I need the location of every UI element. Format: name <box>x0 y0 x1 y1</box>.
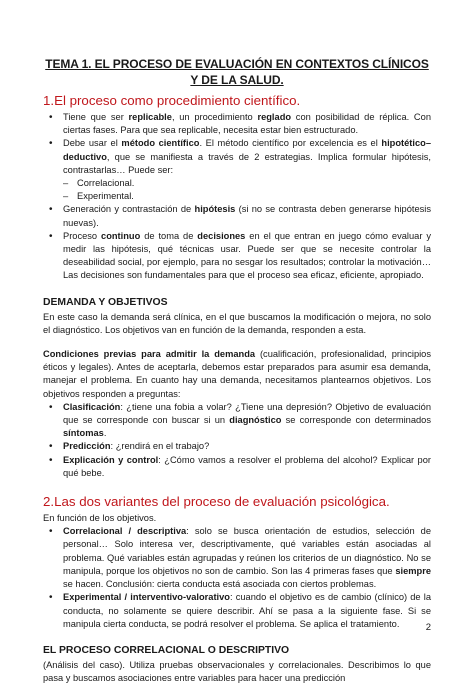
demanda-paragraph: En este caso la demanda será clínica, en el que buscamos la modificación o mejora, no solo el diagnóstico. Los objetivos van en función de la demanda, responden a esta. <box>43 311 431 335</box>
list-item: • Debe usar el método científico. El método científico por excelencia es el hipotético–deductivo, que se manifiesta a través de 2 estrategias. Implica formular hipótesis, contrastarlas… Puede ser: <box>43 137 431 177</box>
demanda-heading: DEMANDA Y OBJETIVOS <box>43 296 168 308</box>
questions-list <box>43 401 431 480</box>
list-item: • Proceso continuo de toma de decisiones en el que entran en juego cómo evaluar y medir las hipótesis, qué técnicas usar. Puede ser que se necesite controlar la deseabilidad social, por ejemplo, para no sesgar los resultados; controlar la motivación… Las decisiones son fundamentales para que el proceso sea eficaz, eficiente, apropiado. <box>43 230 431 283</box>
correlational-paragraph: (Análisis del caso). Utiliza pruebas observacionales y correlacionales. Describimos lo que pasa y buscamos asociaciones entre variables para hacer una predicción <box>43 659 431 684</box>
list-item: • Experimental / interventivo-valorativo: cuando el objetivo es de cambio (clínico) de la conducta, no solamente se quiere describir. Ahí se pasa a la siguiente fase. Si se manipula cierta conducta, se podrá resolver el problema. Se aplica el tratamiento. <box>43 591 431 631</box>
conditions-paragraph: Condiciones previas para admitir la demanda (cualificación, profesionalidad, principios éticos y legales). Antes de aceptarla, debemos estar preparados para asumir esa demanda, manejar el problema. En cuanto hay una demanda, necesitamos plantearnos objetivos. Los objetivos responden a preguntas: <box>43 349 432 399</box>
strategy-sublist <box>43 177 431 203</box>
document-title: TEMA 1. EL PROCESO DE EVALUACIÓN EN CONTEXTOS CLÍNICOS Y DE LA SALUD. <box>45 57 429 87</box>
section-heading-2: 2.Las dos variantes del proceso de evaluación psicológica. <box>43 494 390 510</box>
correlational-heading: EL PROCESO CORRELACIONAL O DESCRIPTIVO <box>43 644 290 656</box>
page-number: 2 <box>425 622 431 633</box>
list-item: • Predicción: ¿rendirá en el trabajo? <box>43 440 431 453</box>
list-item: • Tiene que ser replicable, un procedimiento reglado con posibilidad de réplica. Con ciertas fases. Para que sea replicable, necesita estar bien estructurado. <box>43 111 431 137</box>
list-item: • Generación y contrastación de hipótesis (si no se contrasta deben generarse hipótesis nuevas). <box>43 203 431 229</box>
section-2-intro: En función de los objetivos. <box>43 513 157 524</box>
variants-list <box>43 525 431 631</box>
list-item: • Correlacional / descriptiva: solo se busca orientación de estudios, selección de personal… Solo interesa ver, descriptivamente, qué variables están asociadas al problema. Qué variables están agrupadas y reúnen los criterios de un diagnóstico. No se manipula, porque los objetivos no son de cambio. Son las 4 primeras fases que siempre se hacen. Conclusión: cierta conducta está asociada con ciertos problemas. <box>43 525 431 591</box>
list-item: – Experimental. <box>43 190 431 203</box>
list-item: • Clasificación: ¿tiene una fobia a volar? ¿Tiene una depresión? Objetivo de evaluación que se corresponde con buscar si un diagnóstico se corresponde con determinados síntomas. <box>43 401 431 441</box>
section-1-list <box>43 111 431 177</box>
section-1-list-cont <box>43 203 431 282</box>
list-item: – Correlacional. <box>43 177 431 190</box>
section-heading-1: 1.El proceso como procedimiento científico. <box>43 93 301 108</box>
list-item: • Explicación y control: ¿Cómo vamos a resolver el problema del alcohol? Explicar por qué bebe. <box>43 454 431 480</box>
